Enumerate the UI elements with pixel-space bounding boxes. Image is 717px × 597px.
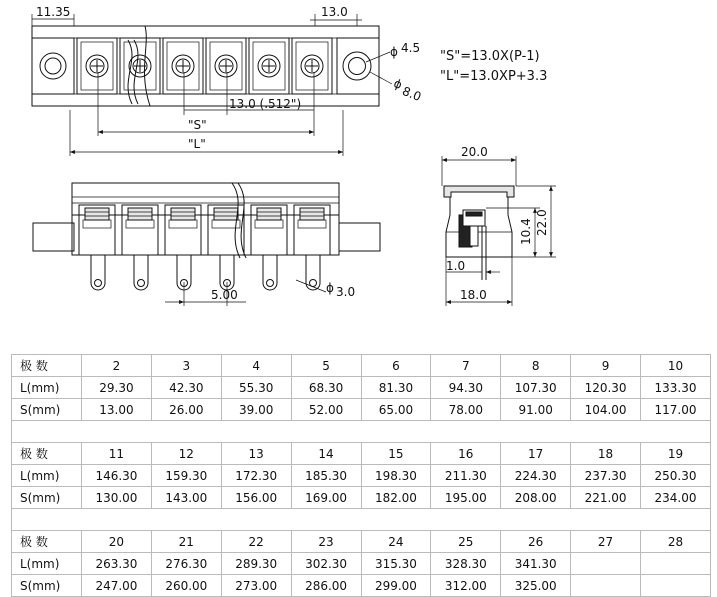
l-cell: 211.30: [431, 465, 501, 487]
pitch-label: 13.0 (.512"): [229, 97, 302, 111]
row-label-l: L(mm): [12, 377, 82, 399]
spacer-cell: [12, 509, 711, 531]
table-row-s: [12, 575, 711, 597]
l-cell: 159.30: [151, 465, 221, 487]
s-cell: 52.00: [291, 399, 361, 421]
s-cell: 234.00: [641, 487, 711, 509]
s-cell: 13.00: [82, 399, 152, 421]
s-cell: [571, 575, 641, 597]
top-terminal-cells: [77, 38, 332, 94]
pole-cell: 7: [431, 355, 501, 377]
mount-hole-left: [40, 53, 66, 79]
table-row-l: [12, 465, 711, 487]
pole-cell: 28: [641, 531, 711, 553]
pole-cell: 26: [501, 531, 571, 553]
side-10-4: 10.4: [519, 218, 533, 245]
l-cell: 198.30: [361, 465, 431, 487]
l-cell: [571, 553, 641, 575]
front-clamp: [255, 220, 283, 228]
pin-phi-3-0-symbol: ϕ: [326, 281, 334, 295]
s-cell: 26.00: [151, 399, 221, 421]
front-screw: [128, 208, 152, 220]
front-clamp: [298, 220, 326, 228]
table-spacer: [12, 509, 711, 531]
l-cell: 237.30: [571, 465, 641, 487]
side-18-0: 18.0: [460, 288, 487, 302]
pole-cell: 22: [221, 531, 291, 553]
s-cell: 65.00: [361, 399, 431, 421]
l-cell: 172.30: [221, 465, 291, 487]
front-screw: [214, 208, 238, 220]
pole-cell: 6: [361, 355, 431, 377]
pole-cell: 21: [151, 531, 221, 553]
table-spacer: [12, 421, 711, 443]
front-screw: [171, 208, 195, 220]
solder-pins: [91, 255, 320, 290]
hole-phi-4-5: 4.5: [401, 41, 421, 55]
s-cell: 130.00: [82, 487, 152, 509]
l-cell: 146.30: [82, 465, 152, 487]
dim-13-0: 13.0: [321, 5, 348, 19]
header-cell: 极 数: [12, 355, 82, 377]
pole-cell: 25: [431, 531, 501, 553]
pole-cell: 5: [291, 355, 361, 377]
s-cell: 156.00: [221, 487, 291, 509]
s-cell: 208.00: [501, 487, 571, 509]
s-cell: 143.00: [151, 487, 221, 509]
solder-pin-hole: [138, 280, 145, 287]
pole-cell: 2: [82, 355, 152, 377]
l-cell: 289.30: [221, 553, 291, 575]
s-cell: 195.00: [431, 487, 501, 509]
row-label-s: S(mm): [12, 575, 82, 597]
pole-cell: 12: [151, 443, 221, 465]
l-cell: 185.30: [291, 465, 361, 487]
s-cell: 286.00: [291, 575, 361, 597]
solder-pin: [263, 255, 277, 290]
l-cell: 224.30: [501, 465, 571, 487]
l-cell: 42.30: [151, 377, 221, 399]
header-cell: 极 数: [12, 443, 82, 465]
pole-count-table: [11, 354, 711, 597]
front-clamp: [83, 220, 111, 228]
s-cell: 325.00: [501, 575, 571, 597]
pole-cell: 13: [221, 443, 291, 465]
spacer-cell: [12, 421, 711, 443]
top-view: [32, 5, 547, 156]
l-cell: 55.30: [221, 377, 291, 399]
front-terminal-cells: [79, 205, 330, 255]
side-width: 20.0: [461, 145, 488, 159]
header-cell: 极 数: [12, 531, 82, 553]
pole-cell: 8: [501, 355, 571, 377]
s-cell: 299.00: [361, 575, 431, 597]
table-row-l: [12, 377, 711, 399]
pole-cell: 11: [82, 443, 152, 465]
s-cell: 117.00: [641, 399, 711, 421]
l-cell: 276.30: [151, 553, 221, 575]
pole-cell: 9: [571, 355, 641, 377]
front-screw: [300, 208, 324, 220]
pole-cell: 4: [221, 355, 291, 377]
hole-phi-4-5-symbol: ϕ: [390, 45, 398, 59]
mount-hole-right: [343, 52, 371, 80]
s-cell: 104.00: [571, 399, 641, 421]
front-clamp: [126, 220, 154, 228]
side-view: [442, 145, 556, 306]
pole-cell: 17: [501, 443, 571, 465]
l-cell: 94.30: [431, 377, 501, 399]
l-cell: 315.30: [361, 553, 431, 575]
front-screw: [257, 208, 281, 220]
pole-cell: 10: [641, 355, 711, 377]
s-cell: 312.00: [431, 575, 501, 597]
s-cell: 247.00: [82, 575, 152, 597]
table-row-l: [12, 553, 711, 575]
pole-cell: 20: [82, 531, 152, 553]
s-cell: 182.00: [361, 487, 431, 509]
table-row-header: [12, 531, 711, 553]
pole-cell: 27: [571, 531, 641, 553]
table-row-header: [12, 443, 711, 465]
row-label-l: L(mm): [12, 465, 82, 487]
pole-cell: 15: [361, 443, 431, 465]
s-cell: 221.00: [571, 487, 641, 509]
pin-pitch: 5.00: [211, 288, 238, 302]
side-22-0: 22.0: [535, 209, 549, 236]
s-cell: 169.00: [291, 487, 361, 509]
l-cell: 341.30: [501, 553, 571, 575]
dim-11-35: 11.35: [36, 5, 71, 19]
table-row-s: [12, 487, 711, 509]
s-cell: 91.00: [501, 399, 571, 421]
l-cell: 29.30: [82, 377, 152, 399]
l-cell: [641, 553, 711, 575]
formula-s: "S"=13.0X(P-1): [440, 49, 540, 64]
l-cell: 250.30: [641, 465, 711, 487]
pole-cell: 24: [361, 531, 431, 553]
side-1-0: 1.0: [446, 259, 466, 273]
pole-cell: 16: [431, 443, 501, 465]
solder-pin-hole: [267, 280, 274, 287]
front-screw: [85, 208, 109, 220]
s-label: "S": [188, 118, 207, 132]
table-row-header: [12, 355, 711, 377]
head-phi-8-0: 8.0: [400, 83, 424, 105]
solder-pin: [91, 255, 105, 290]
s-cell: [641, 575, 711, 597]
s-cell: 273.00: [221, 575, 291, 597]
pole-cell: 23: [291, 531, 361, 553]
pole-cell: 19: [641, 443, 711, 465]
l-cell: 263.30: [82, 553, 152, 575]
l-cell: 133.30: [641, 377, 711, 399]
pole-cell: 14: [291, 443, 361, 465]
s-cell: 260.00: [151, 575, 221, 597]
l-cell: 302.30: [291, 553, 361, 575]
row-label-s: S(mm): [12, 399, 82, 421]
pin-phi-3-0: 3.0: [336, 285, 356, 299]
l-cell: 107.30: [501, 377, 571, 399]
row-label-s: S(mm): [12, 487, 82, 509]
l-cell: 68.30: [291, 377, 361, 399]
front-clamp: [169, 220, 197, 228]
pole-cell: 3: [151, 355, 221, 377]
pole-cell: 18: [571, 443, 641, 465]
solder-pin-hole: [95, 280, 102, 287]
formula-l: "L"=13.0XP+3.3: [440, 69, 548, 84]
l-cell: 120.30: [571, 377, 641, 399]
row-label-l: L(mm): [12, 553, 82, 575]
l-label: "L": [188, 137, 206, 151]
table-row-s: [12, 399, 711, 421]
head-phi-8-0-symbol: ϕ: [391, 76, 405, 93]
l-cell: 328.30: [431, 553, 501, 575]
front-view: [33, 183, 380, 306]
solder-pin: [134, 255, 148, 290]
s-cell: 78.00: [431, 399, 501, 421]
s-cell: 39.00: [221, 399, 291, 421]
l-cell: 81.30: [361, 377, 431, 399]
